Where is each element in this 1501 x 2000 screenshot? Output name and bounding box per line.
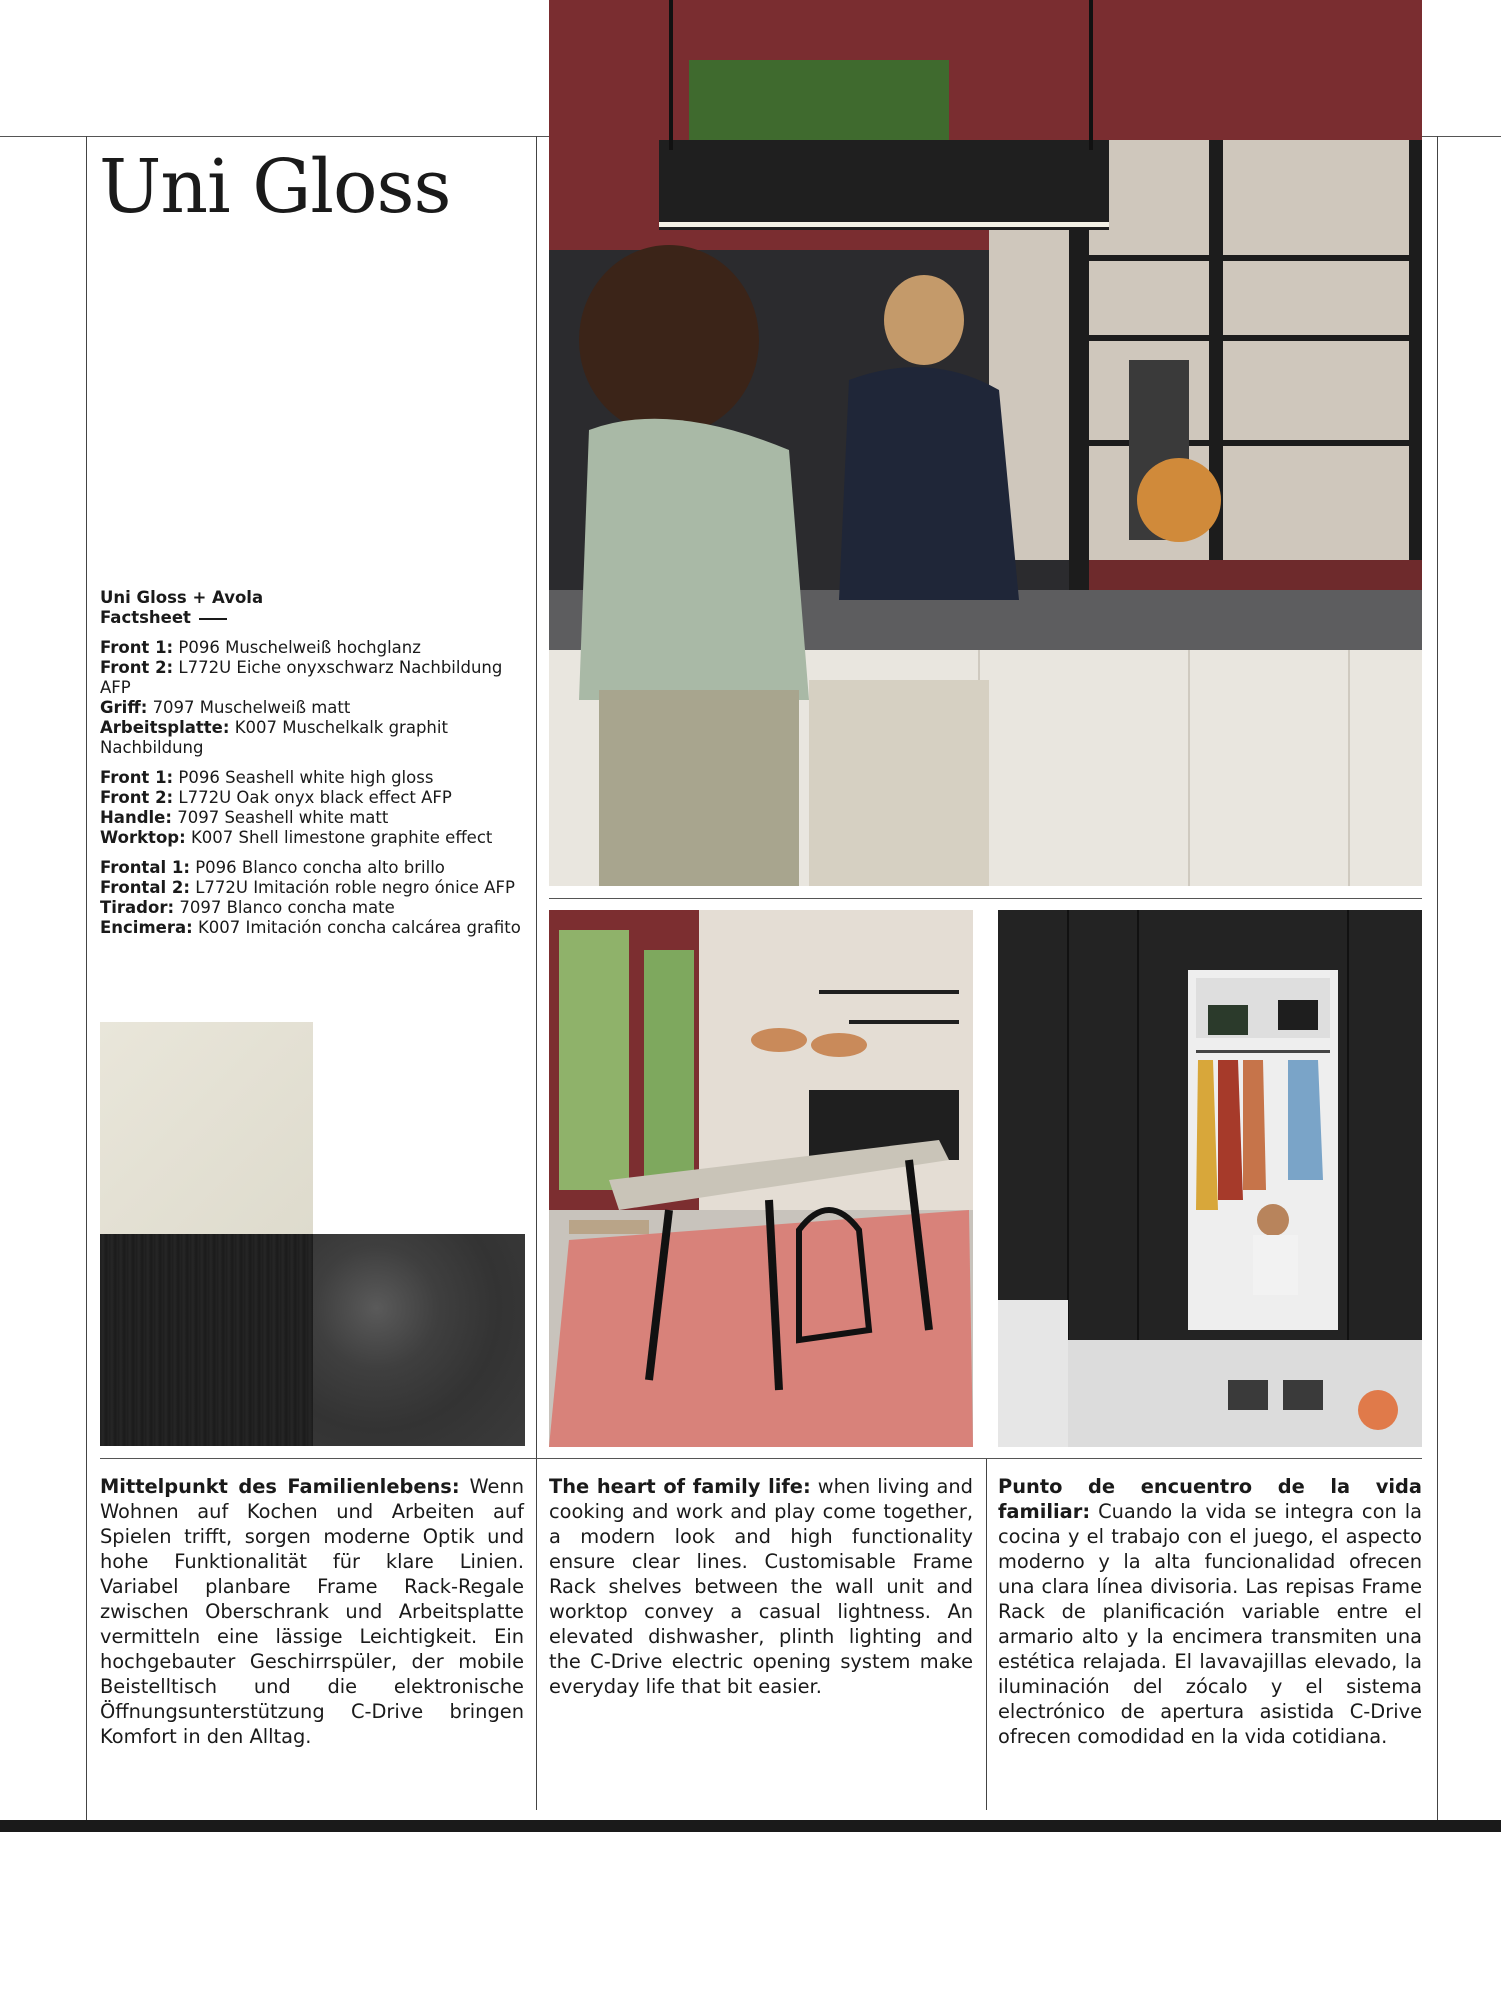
dining-room-photo [549, 910, 973, 1447]
factsheet [100, 588, 530, 938]
description-english [549, 1474, 973, 1699]
spec-line: Handle: 7097 Seashell white matt [100, 808, 389, 827]
description-german [100, 1474, 524, 1749]
spec-line: Tirador: 7097 Blanco concha mate [100, 898, 395, 917]
factsheet-heading-line2: Factsheet [100, 608, 191, 627]
description-spanish [998, 1474, 1422, 1749]
factsheet-group-de [100, 638, 530, 758]
column-divider-2 [986, 1458, 987, 1810]
column-divider-1 [536, 136, 537, 1810]
factsheet-heading [100, 588, 530, 628]
left-column-rule [86, 136, 87, 1820]
heading-dash [199, 618, 227, 620]
spec-line: Arbeitsplatte: K007 Muschelkalk graphit Nachbildung [100, 718, 448, 757]
top-rule-right [1422, 136, 1501, 137]
right-column-rule [1437, 136, 1438, 1820]
spec-line: Front 1: P096 Muschelweiß hochglanz [100, 638, 421, 657]
top-rule-left [0, 136, 549, 137]
spec-line: Frontal 1: P096 Blanco concha alto brillo [100, 858, 445, 877]
spec-line: Front 2: L772U Eiche onyxschwarz Nachbildung AFP [100, 658, 503, 697]
spec-line: Worktop: K007 Shell limestone graphite effect [100, 828, 493, 847]
swatch-oak-onyx-black [100, 1234, 313, 1446]
swatch-seashell-white [100, 1022, 313, 1234]
description-lead: Punto de encuentro de la vida familiar: [998, 1475, 1422, 1523]
factsheet-group-es [100, 858, 530, 938]
description-body: Wenn Wohnen auf Kochen und Arbeiten auf Spielen trifft, sorgen moderne Optik und hohe Funktionalität für klare Linien. Variabel planbare Frame Rack-Regale zwischen Oberschrank und Arbeitsplatte vermitteln eine lässige Leichtigkeit. Ein hochgebauter Geschirrspüler, der mobile Beistelltisch und die elektronische Öffnungsunterstützung C-Drive bringen Komfort in den Alltag. [100, 1475, 525, 1748]
factsheet-heading-line1: Uni Gloss + Avola [100, 588, 264, 607]
spec-line: Frontal 2: L772U Imitación roble negro ónice AFP [100, 878, 515, 897]
wardrobe-photo [998, 910, 1422, 1447]
description-lead: Mittelpunkt des Familienlebens: [100, 1475, 460, 1498]
page-title: Uni Gloss [99, 144, 451, 230]
description-lead: The heart of family life: [549, 1475, 811, 1498]
description-body: Cuando la vida se integra con la cocina y el trabajo con el juego, el aspecto moderno y la alta funcionalidad ofrecen una clara línea divisoria. Las repisas Frame Rack de planificación variable entre el armario alto y la encimera transmiten una estética relajada. El lavavajillas elevado, la iluminación del zócalo y el sistema electrónico de apertura asistida C-Drive ofrecen comodidad en la vida cotidiana. [998, 1500, 1422, 1748]
description-body: when living and cooking and work and play come together, a modern look and high functionality ensure clear lines. Customisable Frame Rack shelves between the wall unit and worktop convey a casual lightness. An elevated dishwasher, plinth lighting and the C-Drive electric opening system make everyday life that bit easier. [549, 1475, 973, 1698]
spec-line: Front 1: P096 Seashell white high gloss [100, 768, 434, 787]
text-separator-rule [100, 1458, 1422, 1459]
factsheet-group-en [100, 768, 530, 848]
spec-line: Griff: 7097 Muschelweiß matt [100, 698, 351, 717]
spec-line: Encimera: K007 Imitación concha calcárea grafito [100, 918, 521, 937]
spec-line: Front 2: L772U Oak onyx black effect AFP [100, 788, 452, 807]
photo-separator-rule [549, 898, 1422, 899]
swatch-limestone-graphite [313, 1234, 525, 1446]
footer-bar [0, 1820, 1501, 1832]
kitchen-photo [549, 0, 1422, 886]
